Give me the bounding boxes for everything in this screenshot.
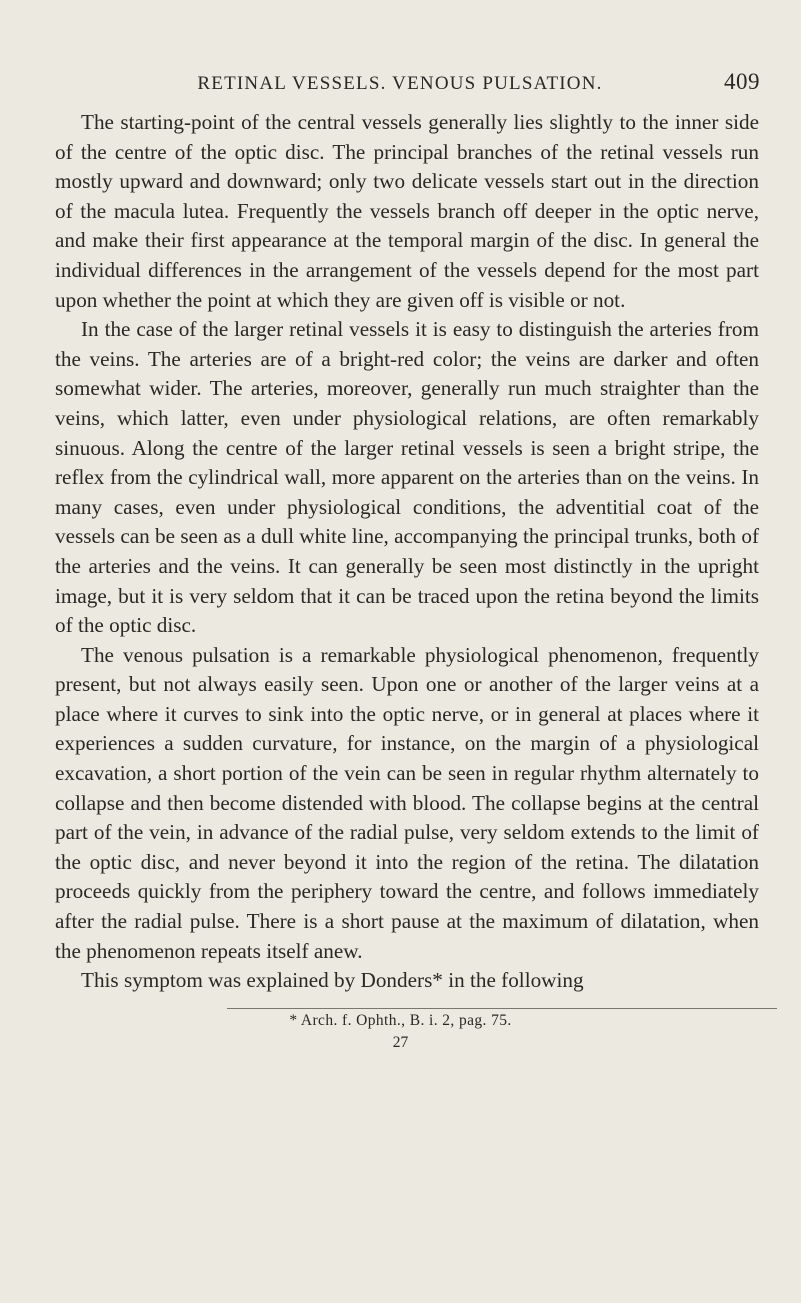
body-text: [55, 108, 759, 996]
paragraph-3: The venous pulsation is a remarkable physiological phenomenon, frequently present, but not always easily seen. Upon one or another of the larger veins at a place where it curves to sink into the optic nerve, or in general at places where it experiences a sudden curvature, for instance, on the margin of a physiological excavation, a short portion of the vein can be seen in regular rhythm alternately to collapse and then become distended with blood. The collapse begins at the central part of the vein, in advance of the radial pulse, very seldom extends to the limit of the optic disc, and never beyond it into the region of the retina. The dilatation proceeds quickly from the periphery toward the centre, and follows immediately after the radial pulse. There is a short pause at the maximum of dilatation, when the phenomenon repeats itself anew.: [55, 642, 759, 963]
paragraph-1: The starting-point of the central vessels generally lies slightly to the inner side of the centre of the optic disc. The principal branches of the retinal vessels run mostly upward and downward; only two delicate vessels start out in the direction of the macula lutea. Frequently the vessels branch off deeper in the optic nerve, and make their first appearance at the temporal margin of the disc. In general the individual differences in the arrangement of the vessels depend for the most part upon whether the point at which they are given off is visible or not.: [55, 110, 759, 312]
signature-mark: 27: [392, 1034, 409, 1051]
running-head: [40, 67, 760, 97]
paragraph-2: In the case of the larger retinal vessels it is easy to distinguish the arteries from the veins. The arteries are of a bright-red color; the veins are darker and often somewhat wider. The arteries, moreover, generally run much straighter than the veins, which latter, even under physiological relations, are often remarkably sinuous. Along the centre of the larger retinal vessels is seen a bright stripe, the reflex from the cylindrical wall, more apparent on the arteries than on the veins. In many cases, even under physiological conditions, the adventitial coat of the vessels can be seen as a dull white line, accompanying the principal trunks, both of the arteries and the veins. It can generally be seen most distinctly in the upright image, but it is very seldom that it can be traced upon the retina beyond the limits of the optic disc.: [55, 317, 759, 638]
footnote: * Arch. f. Ophth., B. i. 2, pag. 75.: [289, 1012, 512, 1029]
footnote-rule: [227, 1008, 777, 1009]
page-number: 409: [724, 69, 760, 94]
running-head-title: RETINAL VESSELS. VENOUS PULSATION.: [197, 73, 603, 94]
paragraph-4: This symptom was explained by Donders* in the following: [81, 968, 584, 993]
